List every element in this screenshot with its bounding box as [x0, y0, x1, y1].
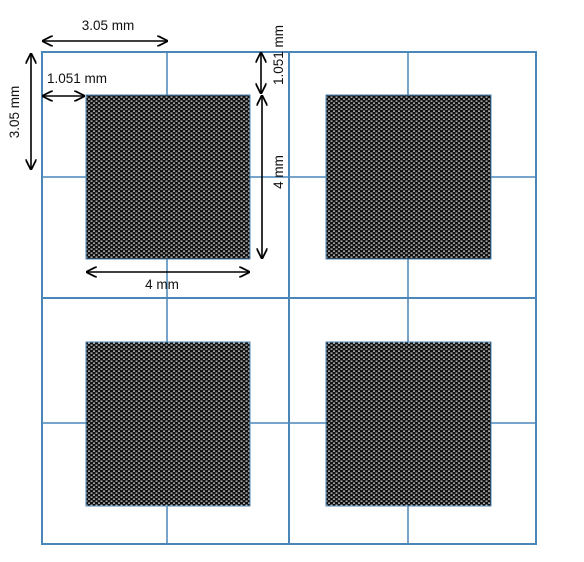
gap-vertical-label: 1.051 mm [271, 24, 286, 86]
cell-height-label: 3.05 mm [7, 85, 22, 139]
pattern-square-bottom-right [326, 342, 491, 506]
cell-width-label: 3.05 mm [81, 18, 135, 33]
gap-horizontal-label: 1.051 mm [46, 71, 108, 86]
pattern-square-top-left [86, 95, 250, 259]
pattern-square-bottom-left [86, 342, 250, 506]
square-width-label: 4 mm [145, 277, 179, 292]
square-height-label: 4 mm [271, 155, 286, 189]
pattern-square-top-right [326, 95, 491, 259]
